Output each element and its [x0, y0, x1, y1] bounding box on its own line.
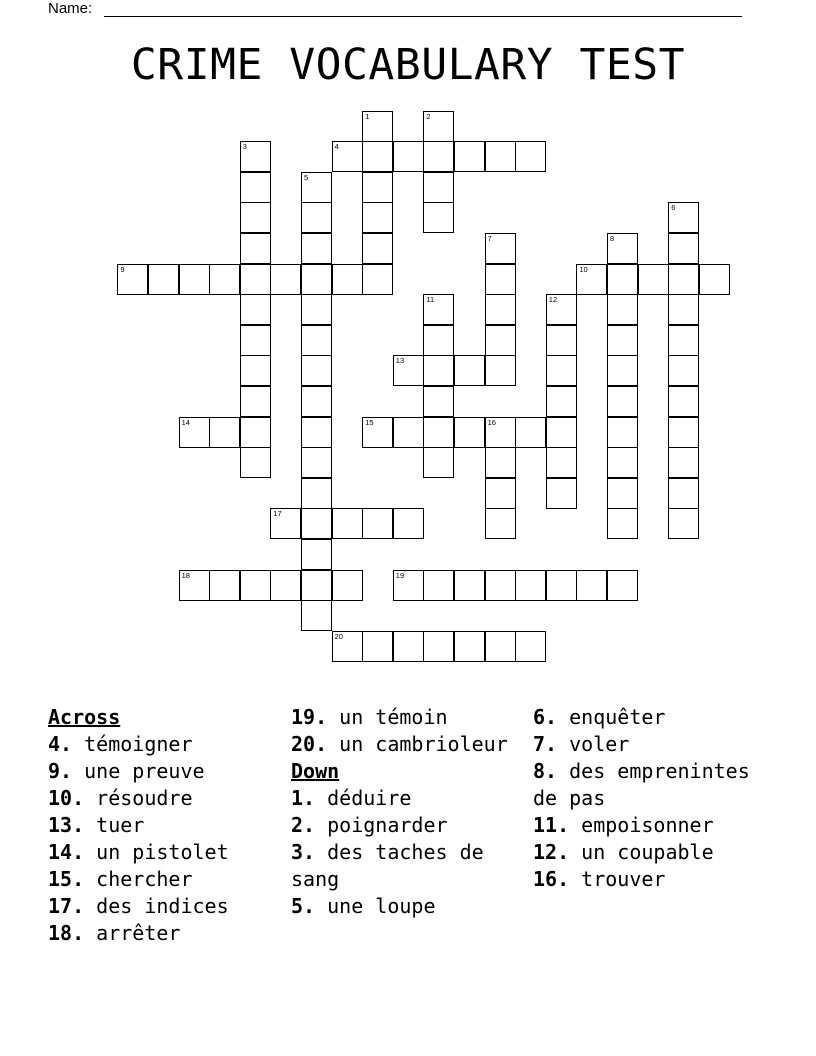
crossword-cell[interactable]	[699, 264, 730, 295]
clue-number-label: 19	[395, 570, 405, 580]
crossword-cell[interactable]	[362, 202, 393, 233]
crossword-cell[interactable]	[393, 141, 424, 172]
crossword-cell[interactable]	[362, 417, 393, 448]
crossword-cell[interactable]	[546, 294, 577, 325]
crossword-cell[interactable]	[576, 570, 607, 601]
clue-number-label: 5	[304, 172, 309, 182]
crossword-cell[interactable]	[546, 570, 577, 601]
crossword-cell[interactable]	[240, 264, 271, 295]
clue-item	[533, 812, 763, 839]
crossword-cell[interactable]	[240, 172, 271, 203]
crossword-cell[interactable]	[332, 631, 363, 662]
crossword-cell[interactable]	[454, 417, 485, 448]
crossword-cell[interactable]	[485, 325, 516, 356]
crossword-cell[interactable]	[607, 447, 638, 478]
crossword-cell[interactable]	[607, 386, 638, 417]
crossword-cell[interactable]	[301, 508, 332, 539]
crossword-cell[interactable]	[668, 264, 699, 295]
clue-number-label: 3	[242, 142, 247, 152]
crossword-cell[interactable]	[209, 264, 240, 295]
crossword-cell[interactable]	[423, 386, 454, 417]
crossword-cell[interactable]	[485, 478, 516, 509]
crossword-cell[interactable]	[485, 631, 516, 662]
clue-item-number: 19.	[291, 705, 328, 729]
clue-number-label: 8	[610, 234, 615, 243]
crossword-cell[interactable]	[332, 508, 363, 539]
clue-item-number: 12.	[533, 840, 570, 864]
clue-item-text: déduire	[327, 786, 412, 810]
crossword-cell[interactable]	[454, 631, 485, 662]
crossword-cell[interactable]	[485, 355, 516, 386]
clue-item	[48, 920, 278, 947]
clue-item	[291, 731, 521, 758]
clue-number-label: 15	[365, 417, 374, 427]
clue-number-label: 20	[334, 631, 343, 641]
crossword-cell[interactable]	[362, 172, 393, 203]
crossword-cell[interactable]	[485, 141, 516, 172]
clue-item-number: 17.	[48, 894, 85, 918]
clue-item-number: 9.	[48, 759, 73, 783]
crossword-cell[interactable]	[332, 264, 363, 295]
clue-number-label: 18	[181, 570, 190, 580]
clue-item-number: 4.	[48, 732, 73, 756]
clue-heading	[48, 704, 278, 731]
crossword-cell[interactable]	[362, 111, 393, 142]
crossword-cell[interactable]	[240, 233, 271, 264]
clue-number-label: 7	[487, 234, 492, 243]
crossword-cell[interactable]	[454, 141, 485, 172]
crossword-cell[interactable]	[240, 325, 271, 356]
name-label: Name:	[48, 0, 93, 17]
crossword-cell[interactable]	[668, 417, 699, 448]
clue-item-text: témoigner	[84, 732, 193, 756]
crossword-cell[interactable]	[117, 264, 148, 295]
clue-item-text: empoisonner	[581, 813, 714, 837]
clue-item-number: 11.	[533, 813, 570, 837]
crossword-cell[interactable]	[301, 233, 332, 264]
clue-item-number: 8.	[533, 759, 558, 783]
crossword-cell[interactable]	[546, 386, 577, 417]
clue-item	[48, 812, 278, 839]
clue-item-text: un cambrioleur	[339, 732, 508, 756]
clue-item-number: 10.	[48, 786, 85, 810]
crossword-cell[interactable]	[209, 417, 240, 448]
clue-number-label: 10	[579, 264, 588, 274]
clue-number-label: 17	[273, 509, 282, 519]
crossword-cell[interactable]	[270, 264, 301, 295]
clue-number-label: 12	[548, 295, 558, 305]
crossword-cell[interactable]	[607, 325, 638, 356]
crossword-cell[interactable]	[301, 172, 332, 203]
crossword-cell[interactable]	[393, 508, 424, 539]
crossword-cell[interactable]	[332, 570, 363, 601]
crossword-cell[interactable]	[179, 417, 210, 448]
crossword-cell[interactable]	[393, 417, 424, 448]
crossword-cell[interactable]	[515, 631, 546, 662]
clue-item-number: 16.	[533, 867, 570, 891]
crossword-cell[interactable]	[332, 141, 363, 172]
crossword-cell[interactable]	[270, 508, 301, 539]
crossword-cell[interactable]	[607, 478, 638, 509]
clue-item-text: tuer	[96, 813, 145, 837]
clue-item-text: une loupe	[327, 894, 436, 918]
crossword-cell[interactable]	[362, 233, 393, 264]
crossword-cell[interactable]	[301, 539, 332, 570]
crossword-cell[interactable]	[301, 478, 332, 509]
crossword-cell[interactable]	[607, 417, 638, 448]
clue-item	[533, 866, 763, 893]
clue-item	[291, 812, 521, 839]
crossword-cell[interactable]	[515, 570, 546, 601]
clue-item	[291, 704, 521, 731]
crossword-cell[interactable]	[209, 570, 240, 601]
clue-item-number: 20.	[291, 732, 328, 756]
crossword-cell[interactable]	[240, 570, 271, 601]
clue-item-number: 2.	[291, 813, 316, 837]
clue-item-text: des indices	[96, 894, 229, 918]
clue-item	[48, 866, 278, 893]
crossword-cell[interactable]	[668, 202, 699, 233]
crossword-cell[interactable]	[393, 355, 424, 386]
clue-item-text: enquêter	[569, 705, 666, 729]
crossword-cell[interactable]	[301, 355, 332, 386]
crossword-cell[interactable]	[423, 141, 454, 172]
crossword-cell[interactable]	[668, 447, 699, 478]
clue-item-text: résoudre	[96, 786, 193, 810]
crossword-cell[interactable]	[301, 600, 332, 631]
crossword-cell[interactable]	[423, 202, 454, 233]
clue-item	[533, 758, 763, 812]
crossword-cell[interactable]	[362, 631, 393, 662]
crossword-cell[interactable]	[423, 355, 454, 386]
clue-item-number: 15.	[48, 867, 85, 891]
clue-item-number: 14.	[48, 840, 85, 864]
crossword-cell[interactable]	[423, 294, 454, 325]
crossword-cell[interactable]	[301, 294, 332, 325]
clue-item-text: des taches de sang	[291, 840, 484, 891]
crossword-cell[interactable]	[393, 631, 424, 662]
crossword-cell[interactable]	[485, 233, 516, 264]
crossword-cell[interactable]	[668, 478, 699, 509]
clue-item	[48, 893, 278, 920]
crossword-cell[interactable]	[668, 355, 699, 386]
crossword-cell[interactable]	[240, 355, 271, 386]
clue-heading	[291, 758, 521, 785]
clue-number-label: 14	[181, 417, 190, 427]
clue-item-text: arrêter	[96, 921, 181, 945]
crossword-cell[interactable]	[393, 570, 424, 601]
clue-item-number: 3.	[291, 840, 316, 864]
clue-item	[533, 704, 763, 731]
crossword-cell[interactable]	[240, 447, 271, 478]
clue-item-text: chercher	[96, 867, 193, 891]
clue-number-label: 2	[426, 111, 431, 121]
clue-number-label: 6	[671, 203, 676, 213]
clue-item-text: trouver	[581, 867, 666, 891]
crossword-cell[interactable]	[515, 141, 546, 172]
crossword-cell[interactable]	[423, 631, 454, 662]
clue-column-1	[48, 704, 278, 947]
crossword-cell[interactable]	[240, 141, 271, 172]
crossword-cell[interactable]	[301, 264, 332, 295]
clue-item-text: un témoin	[339, 705, 448, 729]
crossword-cell[interactable]	[485, 264, 516, 295]
crossword-cell[interactable]	[301, 202, 332, 233]
crossword-cell[interactable]	[301, 570, 332, 601]
crossword-cell[interactable]	[301, 417, 332, 448]
crossword-cell[interactable]	[546, 478, 577, 509]
clue-number-label: 16	[487, 417, 496, 427]
crossword-cell[interactable]	[423, 325, 454, 356]
crossword-cell[interactable]	[485, 508, 516, 539]
clue-column-3	[533, 704, 763, 893]
clue-item-text: une preuve	[84, 759, 205, 783]
crossword-cell[interactable]	[668, 233, 699, 264]
clue-heading-text: Down	[291, 759, 340, 783]
crossword-cell[interactable]	[148, 264, 179, 295]
clue-number-label: 1	[365, 111, 370, 121]
crossword-cell[interactable]	[240, 294, 271, 325]
crossword-cell[interactable]	[546, 355, 577, 386]
clue-item-number: 13.	[48, 813, 85, 837]
clue-item	[291, 785, 521, 812]
crossword-cell[interactable]	[362, 141, 393, 172]
clue-item-text: poignarder	[327, 813, 448, 837]
crossword-cell[interactable]	[485, 447, 516, 478]
crossword-cell[interactable]	[423, 570, 454, 601]
crossword-cell[interactable]	[485, 570, 516, 601]
crossword-cell[interactable]	[576, 264, 607, 295]
crossword-cell[interactable]	[240, 202, 271, 233]
crossword-cell[interactable]	[240, 386, 271, 417]
clue-item-number: 6.	[533, 705, 558, 729]
crossword-cell[interactable]	[301, 386, 332, 417]
crossword-cell[interactable]	[546, 447, 577, 478]
crossword-cell[interactable]	[362, 264, 393, 295]
crossword-cell[interactable]	[454, 570, 485, 601]
clue-item	[291, 839, 521, 893]
crossword-cell[interactable]	[546, 417, 577, 448]
clue-number-label: 9	[120, 264, 125, 274]
clue-item	[48, 758, 278, 785]
crossword-cell[interactable]	[546, 325, 577, 356]
clue-number-label: 13	[395, 356, 405, 366]
clue-item-text: un pistolet	[96, 840, 229, 864]
clue-number-label: 11	[426, 295, 435, 305]
page-title: CRIME VOCABULARY TEST	[130, 40, 686, 90]
clue-item-number: 5.	[291, 894, 316, 918]
crossword-cell[interactable]	[607, 233, 638, 264]
crossword-cell[interactable]	[607, 294, 638, 325]
crossword-cell[interactable]	[607, 508, 638, 539]
crossword-cell[interactable]	[179, 570, 210, 601]
crossword-cell[interactable]	[240, 417, 271, 448]
clue-number-label: 4	[334, 142, 339, 152]
crossword-cell[interactable]	[454, 355, 485, 386]
crossword-cell[interactable]	[179, 264, 210, 295]
clue-item	[533, 731, 763, 758]
crossword-cell[interactable]	[301, 325, 332, 356]
clue-item-number: 1.	[291, 786, 316, 810]
crossword-cell[interactable]	[607, 264, 638, 295]
crossword-cell[interactable]	[638, 264, 669, 295]
clue-item-number: 7.	[533, 732, 558, 756]
clue-item	[48, 785, 278, 812]
clue-item	[48, 731, 278, 758]
clue-item-text: des emprenintes de pas	[533, 759, 750, 810]
crossword-cell[interactable]	[485, 294, 516, 325]
crossword-cell[interactable]	[485, 417, 516, 448]
clue-item-text: voler	[569, 732, 630, 756]
crossword-cell[interactable]	[515, 417, 546, 448]
crossword-cell[interactable]	[301, 447, 332, 478]
crossword-cell[interactable]	[607, 355, 638, 386]
crossword-cell[interactable]	[668, 386, 699, 417]
crossword-cell[interactable]	[423, 172, 454, 203]
crossword-cell[interactable]	[607, 570, 638, 601]
crossword-cell[interactable]	[423, 447, 454, 478]
clue-item-number: 18.	[48, 921, 85, 945]
crossword-cell[interactable]	[668, 325, 699, 356]
crossword-cell[interactable]	[362, 508, 393, 539]
clue-column-2	[291, 704, 521, 920]
crossword-cell[interactable]	[270, 570, 301, 601]
clue-item-text: un coupable	[581, 840, 714, 864]
crossword-cell[interactable]	[423, 417, 454, 448]
clue-heading-text: Across	[48, 705, 121, 729]
clue-item	[533, 839, 763, 866]
clue-item	[291, 893, 521, 920]
crossword-cell[interactable]	[668, 508, 699, 539]
crossword-cell[interactable]	[668, 294, 699, 325]
clue-item	[48, 839, 278, 866]
crossword-cell[interactable]	[423, 111, 454, 142]
